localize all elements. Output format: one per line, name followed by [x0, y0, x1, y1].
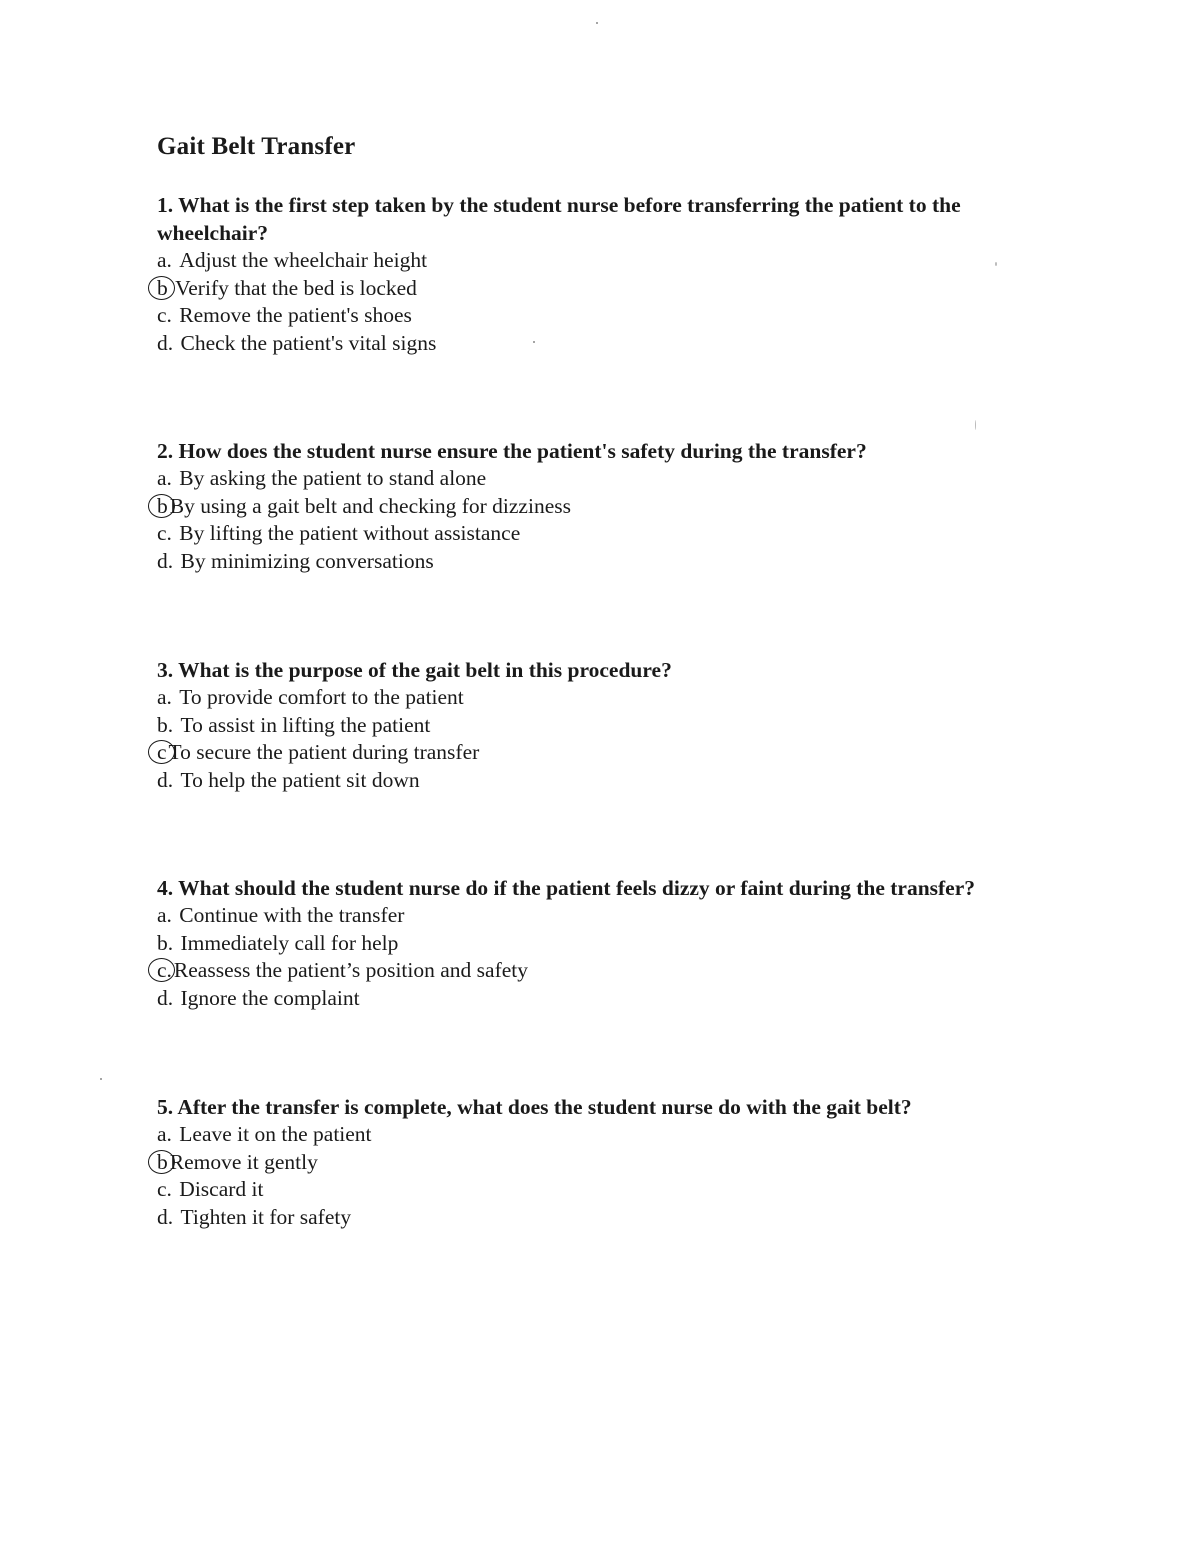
scan-speck	[596, 22, 598, 24]
option-text: Adjust the wheelchair height	[179, 248, 428, 272]
option-letter-text: c	[157, 740, 167, 764]
option-text: By using a gait belt and checking for dizziness	[169, 493, 571, 518]
option-letter-text: b	[157, 1149, 168, 1174]
option-text: Continue with the transfer	[179, 903, 405, 927]
option-a[interactable]	[157, 902, 1062, 930]
option-letter-text: b	[157, 493, 168, 518]
option-letter: d.	[157, 985, 174, 1010]
option-text: Ignore the complaint	[180, 985, 360, 1010]
option-text: Immediately call for help	[180, 930, 399, 955]
option-text: Tighten it for safety	[180, 1204, 352, 1229]
option-letter: d.	[157, 548, 174, 573]
option-a[interactable]	[157, 465, 1062, 493]
option-letter	[157, 957, 172, 985]
question-text: 1. What is the first step taken by the student nurse before transferring the patient to the wheelchair?	[157, 193, 961, 245]
option-d[interactable]	[157, 1204, 1062, 1232]
option-text: Remove it gently	[169, 1149, 318, 1174]
question-text: 2. How does the student nurse ensure the patient's safety during the transfer?	[157, 439, 867, 463]
option-c[interactable]	[157, 302, 1062, 330]
option-text: Leave it on the patient	[179, 1122, 372, 1146]
option-a[interactable]	[157, 247, 1062, 275]
option-text: Verify that the bed is locked	[175, 275, 417, 300]
option-letter: a.	[157, 903, 172, 927]
option-b[interactable]	[157, 712, 1062, 740]
option-c-selected[interactable]	[157, 957, 1062, 985]
question-2	[157, 437, 1062, 575]
scan-speck	[100, 1078, 102, 1080]
option-b-selected[interactable]	[157, 1149, 1062, 1177]
option-text: To secure the patient during transfer	[168, 740, 480, 764]
option-letter: c.	[157, 521, 172, 545]
option-letter: d.	[157, 1204, 174, 1229]
option-letter-text: c.	[157, 958, 172, 982]
option-a[interactable]	[157, 1121, 1062, 1149]
option-b[interactable]	[157, 930, 1062, 958]
option-letter: a.	[157, 466, 172, 490]
option-text: To help the patient sit down	[180, 767, 420, 792]
answer-options	[157, 1121, 1062, 1231]
option-letter: a.	[157, 248, 172, 272]
option-letter: c.	[157, 1177, 172, 1201]
option-letter: d.	[157, 767, 174, 792]
answer-options	[157, 902, 1062, 1012]
question-text: 5. After the transfer is complete, what does the student nurse do with the gait belt?	[157, 1095, 912, 1119]
option-c[interactable]	[157, 1176, 1062, 1204]
option-letter: a.	[157, 1122, 172, 1146]
option-letter: a.	[157, 685, 172, 709]
option-text: Discard it	[179, 1177, 264, 1201]
option-d[interactable]	[157, 767, 1062, 795]
question-5	[157, 1093, 1062, 1231]
option-text: To assist in lifting the patient	[180, 712, 431, 737]
scan-speck	[975, 420, 976, 430]
scan-speck	[533, 341, 535, 343]
option-letter	[157, 739, 167, 767]
option-letter	[157, 493, 168, 521]
option-text: Check the patient's vital signs	[180, 330, 437, 355]
option-b-selected[interactable]	[157, 493, 1062, 521]
option-letter: d.	[157, 330, 174, 355]
page-title: Gait Belt Transfer	[157, 133, 356, 160]
option-text: Reassess the patient’s position and safety	[173, 958, 529, 982]
question-3	[157, 656, 1062, 794]
question-text: 4. What should the student nurse do if the patient feels dizzy or faint during the transfer?	[157, 876, 976, 900]
option-text: To provide comfort to the patient	[179, 685, 464, 709]
option-a[interactable]	[157, 684, 1062, 712]
question-4	[157, 874, 1062, 1012]
option-b-selected[interactable]	[157, 275, 1062, 303]
question-1	[157, 191, 1062, 357]
option-c[interactable]	[157, 520, 1062, 548]
option-text: Remove the patient's shoes	[179, 303, 412, 327]
answer-options	[157, 465, 1062, 575]
option-d[interactable]	[157, 985, 1062, 1013]
option-text: By minimizing conversations	[180, 548, 434, 573]
question-text: 3. What is the purpose of the gait belt in this procedure?	[157, 658, 672, 682]
option-letter: b.	[157, 930, 174, 955]
option-d[interactable]	[157, 548, 1062, 576]
option-letter: c.	[157, 303, 172, 327]
option-text: By lifting the patient without assistance	[179, 521, 521, 545]
option-d[interactable]	[157, 330, 1062, 358]
option-letter: b.	[157, 712, 174, 737]
answer-options	[157, 684, 1062, 794]
scan-speck	[995, 262, 997, 266]
option-letter	[157, 1149, 168, 1177]
option-c-selected[interactable]	[157, 739, 1062, 767]
option-letter-text: b	[157, 275, 168, 300]
option-letter	[157, 275, 168, 303]
option-text: By asking the patient to stand alone	[179, 466, 487, 490]
answer-options	[157, 247, 1062, 357]
